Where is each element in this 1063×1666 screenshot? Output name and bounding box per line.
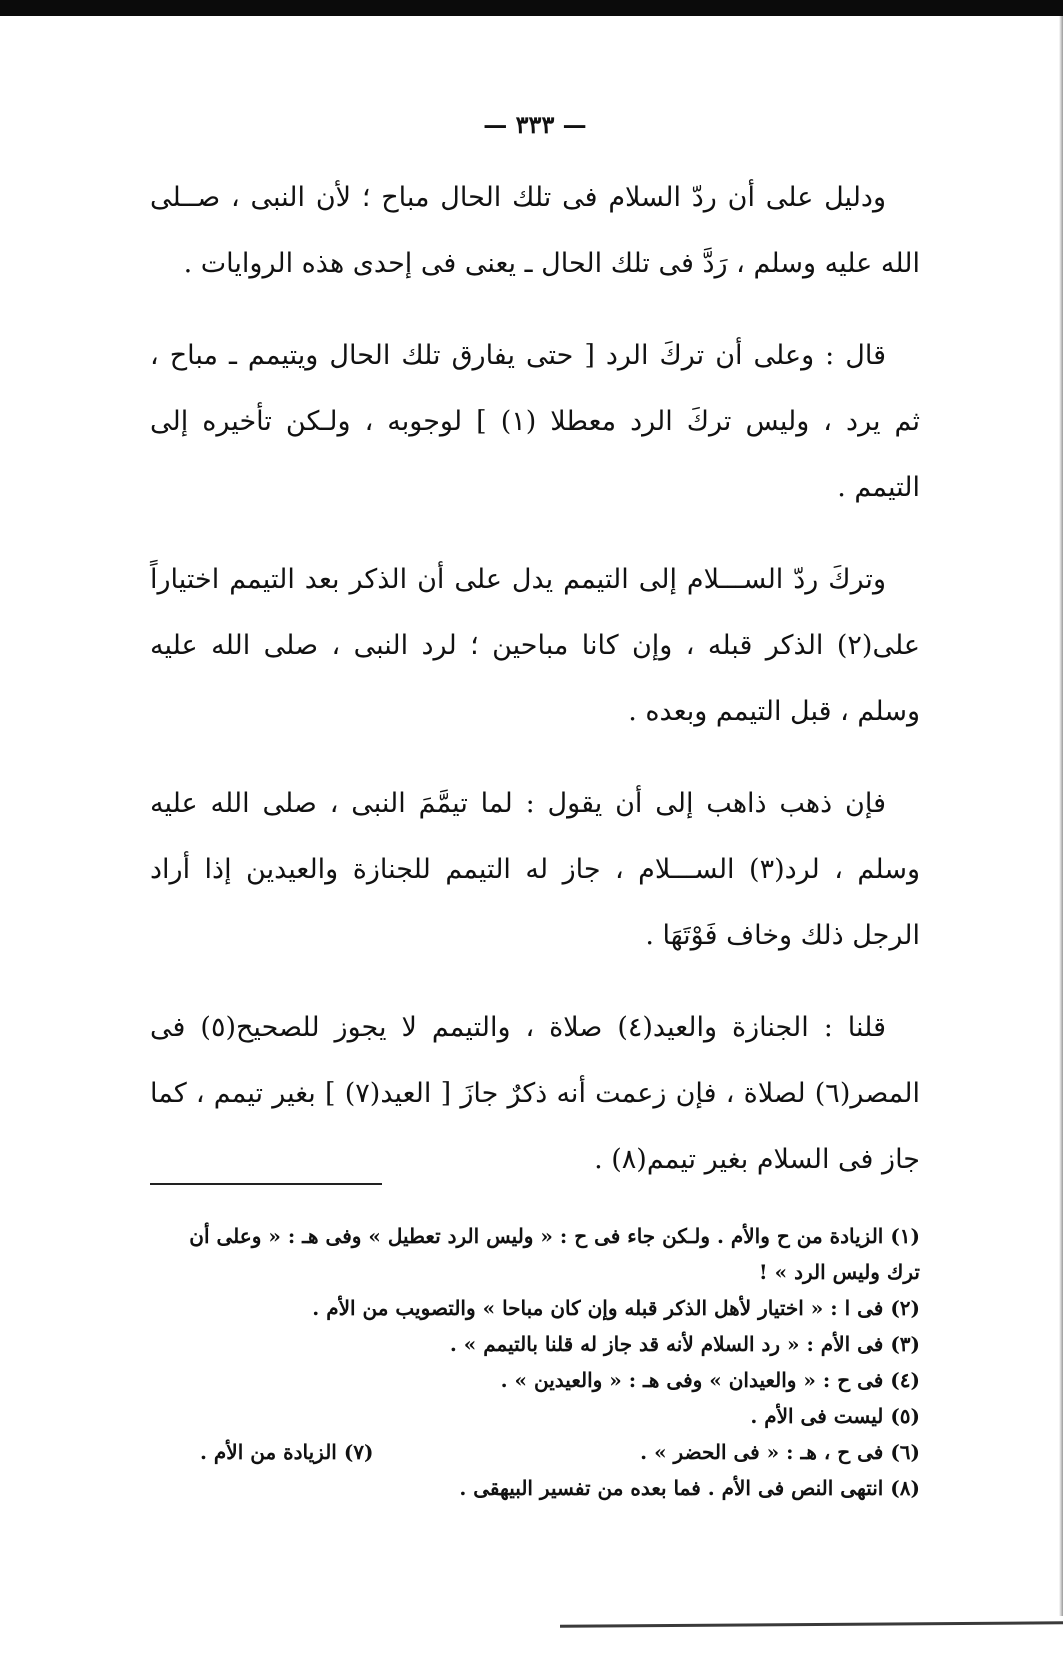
page-body [150, 110, 920, 1219]
scan-top-border [0, 0, 1063, 16]
footnote-2: (٢) فى ا : « اختيار لأهل الذكر قبله وإن كان مباحا » والتصويب من الأم . [312, 1296, 920, 1320]
page-number: — ٣٣٣ — [483, 110, 587, 139]
scan-right-edge [1059, 16, 1063, 1616]
paragraph-2: قال : وعلى أن تركَ الرد [ حتى يفارق تلك الحال ويتيمم ـ مباح ، ثم يرد ، وليس تركَ الرد معطلا (١) ] لوجوبه ، ولـكن تأخيره إلى التيمم . [150, 340, 920, 503]
paragraph-3: وتركَ ردّ الســـلام إلى التيمم يدل على أن الذكر بعد التيمم اختياراً على(٢) الذكر قبله ، وإن كانا مباحين ؛ لرد النبى ، صلى الله عليه وسلم ، قبل التيمم وبعده . [150, 564, 920, 727]
paragraph-4: فإن ذهب ذاهب إلى أن يقول : لما تيمَّمَ النبى ، صلى الله عليه وسلم ، لرد(٣) الســـلام ، جاز له التيمم للجنازة والعيدين إذا أراد الرجل ذلك وخاف فَوْتَهَا . [150, 788, 920, 951]
footnote-6: (٦) فى ح ، هـ : « فى الحضر » . [640, 1440, 920, 1464]
footnote-5: (٥) ليست فى الأم . [750, 1404, 920, 1428]
scan-bottom-edge [560, 1621, 1063, 1628]
footnote-3: (٣) فى الأم : « رد السلام لأنه قد جاز له قلنا بالتيمم » . [449, 1332, 920, 1356]
footnote-1: (١) الزيادة من ح والأم . ولـكن جاء فى ح : « وليس الرد تعطيل » وفى هـ : « وعلى أن ترك وليس الرد » ! [189, 1224, 920, 1284]
footnotes [150, 1218, 920, 1506]
paragraph-5: قلنا : الجنازة والعيد(٤) صلاة ، والتيمم لا يجوز للصحيح(٥) فى المصر(٦) لصلاة ، فإن زعمت أنه ذكرٌ جازَ [ العيد(٧) ] بغير تيمم ، كما جاز فى السلام بغير تيمم(٨) . [150, 1012, 920, 1175]
paragraph-1: ودليل على أن ردّ السلام فى تلك الحال مباح ؛ لأن النبى ، صــلى الله عليه وسلم ، رَدَّ فى تلك الحال ـ يعنى فى إحدى هذه الروايات . [150, 182, 920, 279]
footnote-7: (٧) الزيادة من الأم . [200, 1440, 374, 1464]
footnote-row-6-7 [200, 1434, 920, 1470]
footnote-8: (٨) انتهى النص فى الأم . فما بعده من تفسير البيهقى . [459, 1476, 920, 1500]
footnote-separator [150, 1183, 382, 1185]
footnote-4: (٤) فى ح : « والعيدان » وفى هـ : « والعيدين » . [500, 1368, 920, 1392]
